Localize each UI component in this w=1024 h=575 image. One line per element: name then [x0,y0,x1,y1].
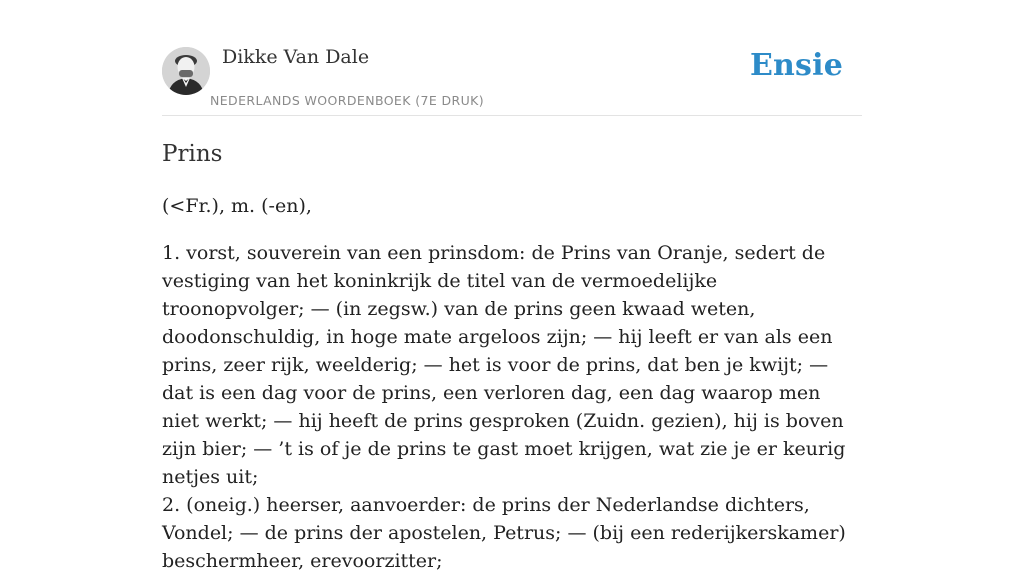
author-name[interactable]: Dikke Van Dale [222,46,370,68]
entry-definitions [162,239,862,575]
page-container [162,0,862,572]
author-avatar[interactable] [162,47,210,95]
brand-logo[interactable]: Ensie [749,48,843,83]
portrait-icon [162,47,210,95]
definition-2: 2. (oneig.) heerser, aanvoerder: de prins der Nederlandse dichters, Vondel; — de prins der apostelen, Petrus; — (bij een rederijkerskamer) beschermheer, erevoorzitter; [162,494,846,572]
page-header [162,0,862,116]
definition-1: 1. vorst, souverein van een prinsdom: de Prins van Oranje, sedert de vestiging van het koninkrijk de titel van de vermoedelijke troonopvolger; — (in zegsw.) van de prins geen kwaad weten, doodonschuldig, in hoge mate argeloos zijn; — hij leeft er van als een prins, zeer rijk, weelderig; — het is voor de prins, dat ben je kwijt; — dat is een dag voor de prins, een verloren dag, een dag waarop men niet werkt; — hij heeft de prins gesproken (Zuidn. gezien), hij is boven zijn bier; — ’t is of je de prins te gast moet krijgen, wat zie je er keurig netjes uit; [162,242,846,488]
entry-title: Prins [162,141,223,167]
dictionary-subtitle[interactable]: NEDERLANDS WOORDENBOEK (7E DRUK) [210,93,485,108]
entry-grammar: (<Fr.), m. (-en), [162,195,312,217]
